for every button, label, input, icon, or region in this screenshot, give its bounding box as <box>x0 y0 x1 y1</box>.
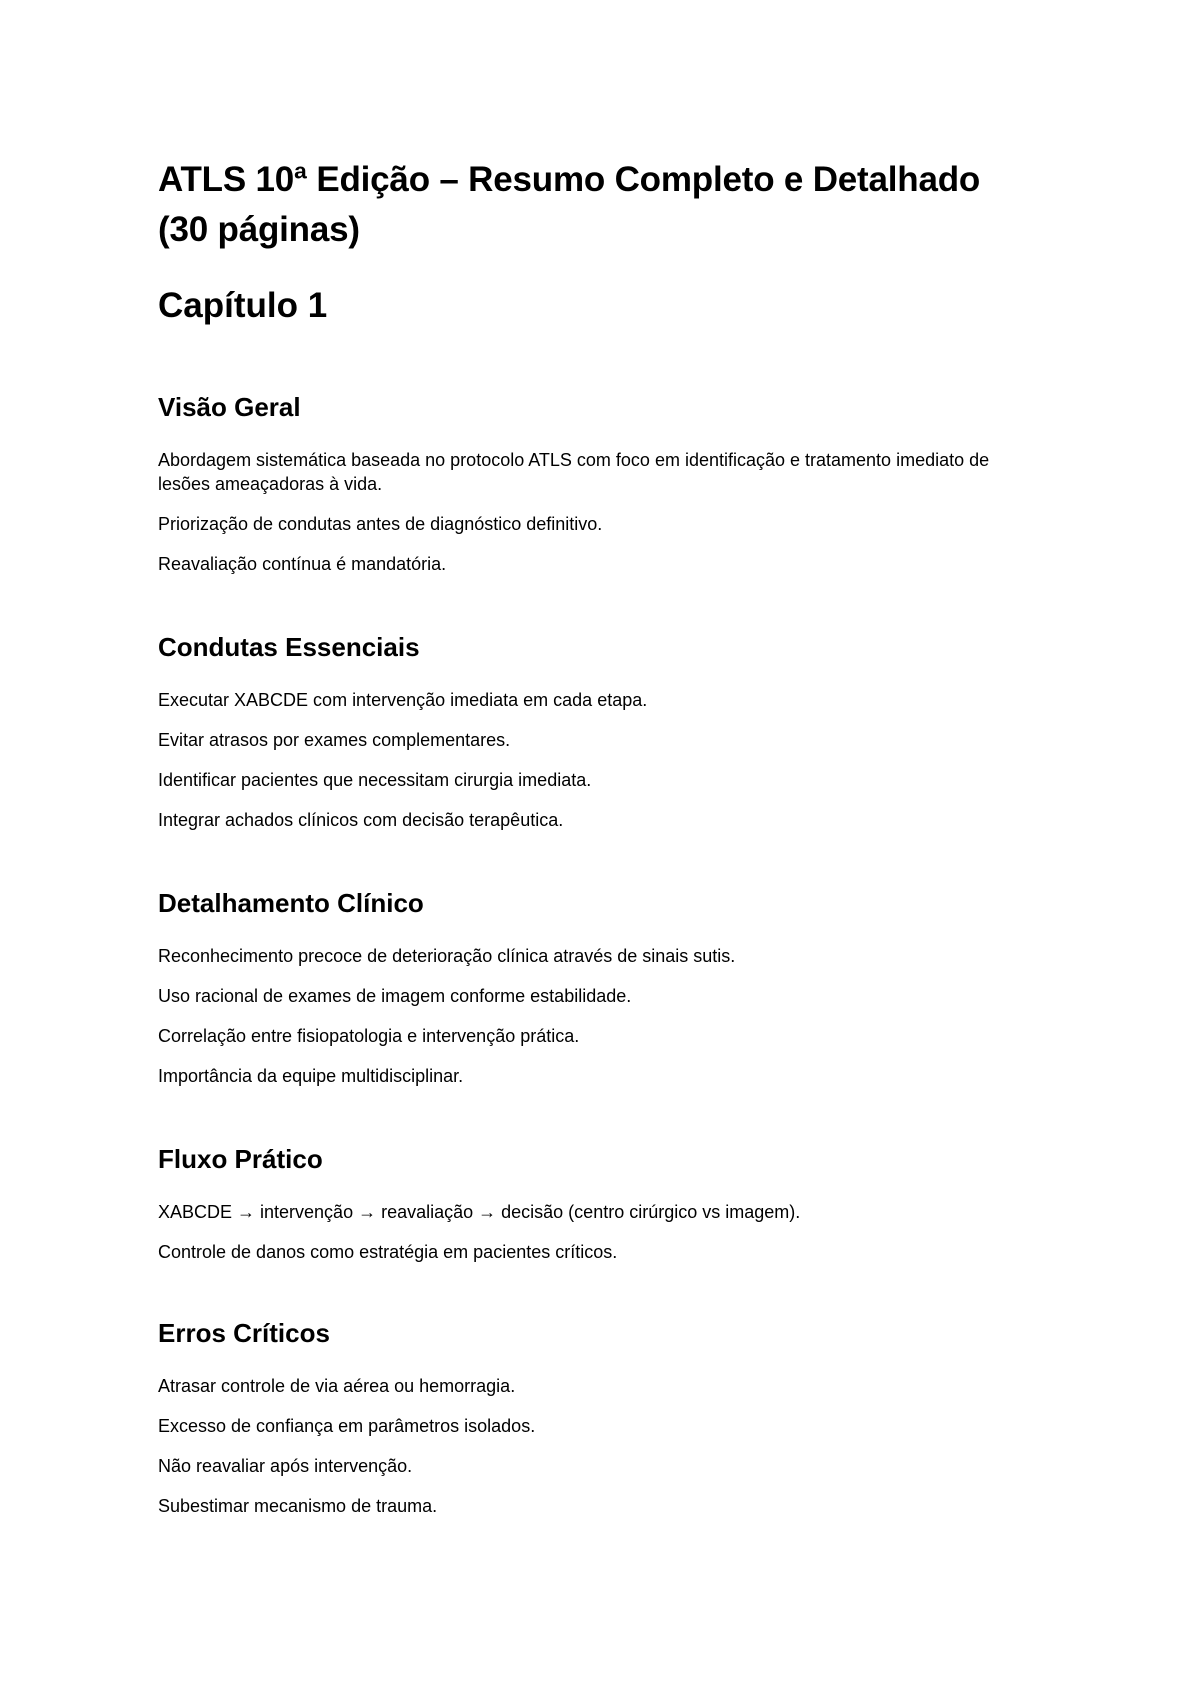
section-paragraph: Integrar achados clínicos com decisão terapêutica. <box>158 810 564 830</box>
section-paragraph: Priorização de condutas antes de diagnóstico definitivo. <box>158 514 603 534</box>
section-paragraph: Abordagem sistemática baseada no protocolo ATLS com foco em identificação e tratamento imediato de lesões ameaçadoras à vida. <box>158 450 990 494</box>
document-page <box>158 0 1038 1696</box>
section-paragraph: Subestimar mecanismo de trauma. <box>158 1496 438 1516</box>
section-paragraph: Importância da equipe multidisciplinar. <box>158 1066 464 1086</box>
section-heading: Visão Geral <box>158 392 301 422</box>
section-detalhamento-clinico <box>158 886 1038 1104</box>
section-heading: Detalhamento Clínico <box>158 888 424 918</box>
section-erros-criticos <box>158 1316 1038 1534</box>
section-paragraph: Correlação entre fisiopatologia e intervenção prática. <box>158 1026 580 1046</box>
section-paragraph: Atrasar controle de via aérea ou hemorragia. <box>158 1376 516 1396</box>
section-paragraph: Evitar atrasos por exames complementares. <box>158 730 511 750</box>
section-fluxo-pratico <box>158 1142 1038 1280</box>
document-title: ATLS 10ª Edição – Resumo Completo e Detalhado (30 páginas) <box>158 160 981 249</box>
section-paragraph: Identificar pacientes que necessitam cirurgia imediata. <box>158 770 592 790</box>
section-heading: Erros Críticos <box>158 1318 330 1348</box>
section-paragraph: Controle de danos como estratégia em pacientes críticos. <box>158 1242 618 1262</box>
section-paragraph: Uso racional de exames de imagem conforme estabilidade. <box>158 986 632 1006</box>
section-paragraph: Executar XABCDE com intervenção imediata em cada etapa. <box>158 690 648 710</box>
section-paragraph: Excesso de confiança em parâmetros isolados. <box>158 1416 536 1436</box>
section-visao-geral <box>158 390 1038 592</box>
section-heading: Fluxo Prático <box>158 1144 323 1174</box>
section-condutas-essenciais <box>158 630 1038 848</box>
section-heading: Condutas Essenciais <box>158 632 420 662</box>
section-paragraph: XABCDE → intervenção → reavaliação → decisão (centro cirúrgico vs imagem). <box>158 1202 801 1222</box>
section-paragraph: Reavaliação contínua é mandatória. <box>158 554 447 574</box>
section-paragraph: Não reavaliar após intervenção. <box>158 1456 413 1476</box>
chapter-title: Capítulo 1 <box>158 286 328 325</box>
section-paragraph: Reconhecimento precoce de deterioração clínica através de sinais sutis. <box>158 946 736 966</box>
